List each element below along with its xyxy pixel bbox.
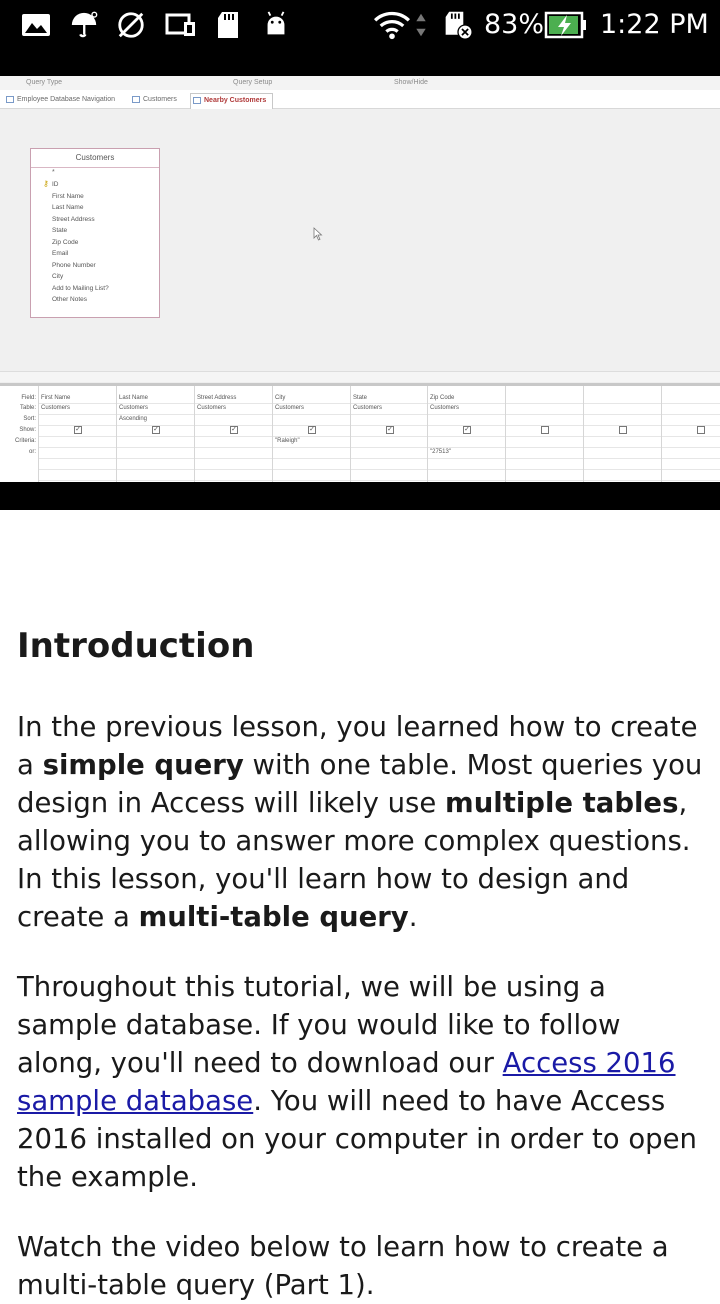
- grid-cell-table[interactable]: Customers: [197, 405, 227, 411]
- field-list-title: Customers: [31, 149, 159, 168]
- show-checkbox[interactable]: ✓: [153, 426, 159, 433]
- show-checkbox[interactable]: [619, 426, 627, 434]
- access-query-screenshot: [0, 76, 720, 482]
- sample-database-paragraph: Throughout this tutorial, we will be using a sample database. If you would like to follow along, you'll need to download our Access 2016 sample database. You will need to have Access 2016 installed on your computer in order to open the example.: [17, 971, 697, 1193]
- field-item[interactable]: Street Address: [52, 216, 95, 223]
- grid-row-label: Field:: [21, 395, 36, 401]
- grid-column-first-name[interactable]: [38, 386, 116, 482]
- grid-column-empty[interactable]: [583, 386, 661, 482]
- battery-charging-icon: [544, 10, 588, 40]
- document-tabs: [0, 90, 720, 109]
- ribbon: [0, 76, 720, 90]
- data-activity-icon: [414, 10, 428, 40]
- term-multiple-tables: multiple tables: [445, 787, 679, 819]
- grid-cell-field[interactable]: Zip Code: [430, 395, 455, 401]
- show-checkbox[interactable]: ✓: [309, 426, 315, 433]
- wifi-icon: [372, 10, 412, 40]
- video-paragraph: Watch the video below to learn how to create a multi-table query (Part 1).: [17, 1231, 669, 1301]
- grid-cell-table[interactable]: Customers: [275, 405, 305, 411]
- show-checkbox[interactable]: ✓: [464, 426, 470, 433]
- grid-cell-field[interactable]: City: [275, 395, 286, 401]
- term-simple-query: simple query: [42, 749, 244, 781]
- grid-cell-table[interactable]: Customers: [41, 405, 71, 411]
- grid-column-zip-code[interactable]: [427, 386, 505, 482]
- field-item[interactable]: Email: [52, 250, 69, 257]
- show-checkbox[interactable]: [697, 426, 705, 434]
- field-item[interactable]: Last Name: [52, 204, 84, 211]
- grid-cell-field[interactable]: Street Address: [197, 395, 237, 401]
- show-checkbox[interactable]: ✓: [231, 426, 237, 433]
- clock: 1:22 PM: [600, 9, 709, 40]
- term-multi-table-query: multi-table query: [138, 901, 409, 933]
- grid-row-label: Sort:: [23, 416, 36, 422]
- grid-column-state[interactable]: [350, 386, 428, 482]
- field-item[interactable]: Phone Number: [52, 262, 96, 269]
- grid-column-empty[interactable]: [661, 386, 720, 482]
- field-item[interactable]: Other Notes: [52, 296, 88, 303]
- grid-cell-or[interactable]: "27513": [430, 449, 451, 455]
- status-bar: [0, 0, 720, 52]
- field-item[interactable]: First Name: [52, 193, 84, 200]
- image-top-border: [0, 52, 720, 76]
- grid-column-empty[interactable]: [505, 386, 583, 482]
- table-icon: [132, 96, 140, 103]
- grid-cell-table[interactable]: Customers: [430, 405, 460, 411]
- do-not-disturb-icon: [114, 10, 148, 40]
- form-icon: [6, 96, 14, 103]
- grid-row-label: or:: [28, 449, 36, 455]
- grid-row-label: Table:: [19, 405, 36, 411]
- tab-nearby-customers[interactable]: Nearby Customers: [190, 93, 273, 109]
- query-icon: [193, 97, 201, 104]
- grid-cell-table[interactable]: Customers: [353, 405, 383, 411]
- customers-field-list[interactable]: [30, 148, 160, 318]
- android-icon: [262, 10, 290, 40]
- show-checkbox[interactable]: ✓: [75, 426, 81, 433]
- design-pane-scrollbar[interactable]: [0, 371, 720, 382]
- grid-column-last-name[interactable]: [116, 386, 194, 482]
- show-checkbox[interactable]: [541, 426, 549, 434]
- grid-cell-sort[interactable]: Ascending: [119, 416, 148, 422]
- grid-cell-table[interactable]: Customers: [119, 405, 149, 411]
- sd-card-error-icon: [440, 10, 476, 40]
- field-item[interactable]: ID: [52, 181, 59, 188]
- ribbon-group-query-setup: Query Setup: [233, 79, 273, 86]
- query-design-grid: [0, 386, 720, 482]
- image-bottom-border: [0, 482, 720, 510]
- gallery-icon: [20, 10, 52, 40]
- tab-employee-database-navigation[interactable]: Employee Database Navigation: [4, 93, 115, 108]
- ribbon-group-show-hide: Show/Hide: [394, 79, 428, 86]
- field-all[interactable]: *: [52, 169, 55, 176]
- field-item[interactable]: City: [52, 273, 64, 280]
- grid-cell-criteria[interactable]: "Raleigh": [275, 438, 300, 444]
- grid-column-street-address[interactable]: [194, 386, 272, 482]
- mouse-cursor-icon: [313, 227, 323, 241]
- ribbon-group-query-type: Query Type: [26, 79, 63, 86]
- grid-cell-field[interactable]: State: [353, 395, 368, 401]
- grid-row-label: Criteria:: [14, 438, 36, 444]
- sample-database-link[interactable]: Access 2016 sample database: [17, 1047, 676, 1117]
- query-design-pane: [0, 109, 720, 371]
- grid-cell-field[interactable]: Last Name: [119, 395, 149, 401]
- grid-cell-field[interactable]: First Name: [41, 395, 71, 401]
- primary-key-icon: ⚷: [43, 179, 49, 188]
- field-item[interactable]: Zip Code: [52, 239, 79, 246]
- battery-percent: 83%: [484, 9, 545, 40]
- field-item[interactable]: Add to Mailing List?: [52, 285, 109, 292]
- intro-paragraph: In the previous lesson, you learned how to create a simple query with one table. Most queries you design in Access will likely use multiple tables, allowing you to answer more complex questions. In this lesson, you'll learn how to design and create a multi-table query.: [17, 711, 703, 933]
- section-heading: Introduction: [17, 626, 255, 666]
- tab-customers[interactable]: Customers: [130, 93, 177, 108]
- show-checkbox[interactable]: ✓: [387, 426, 393, 433]
- umbrella-icon: [68, 10, 100, 40]
- sd-card-icon: [214, 10, 242, 40]
- field-item[interactable]: State: [52, 227, 68, 234]
- grid-column-city[interactable]: [272, 386, 350, 482]
- cast-icon: [164, 10, 198, 40]
- grid-row-label: Show:: [19, 427, 36, 433]
